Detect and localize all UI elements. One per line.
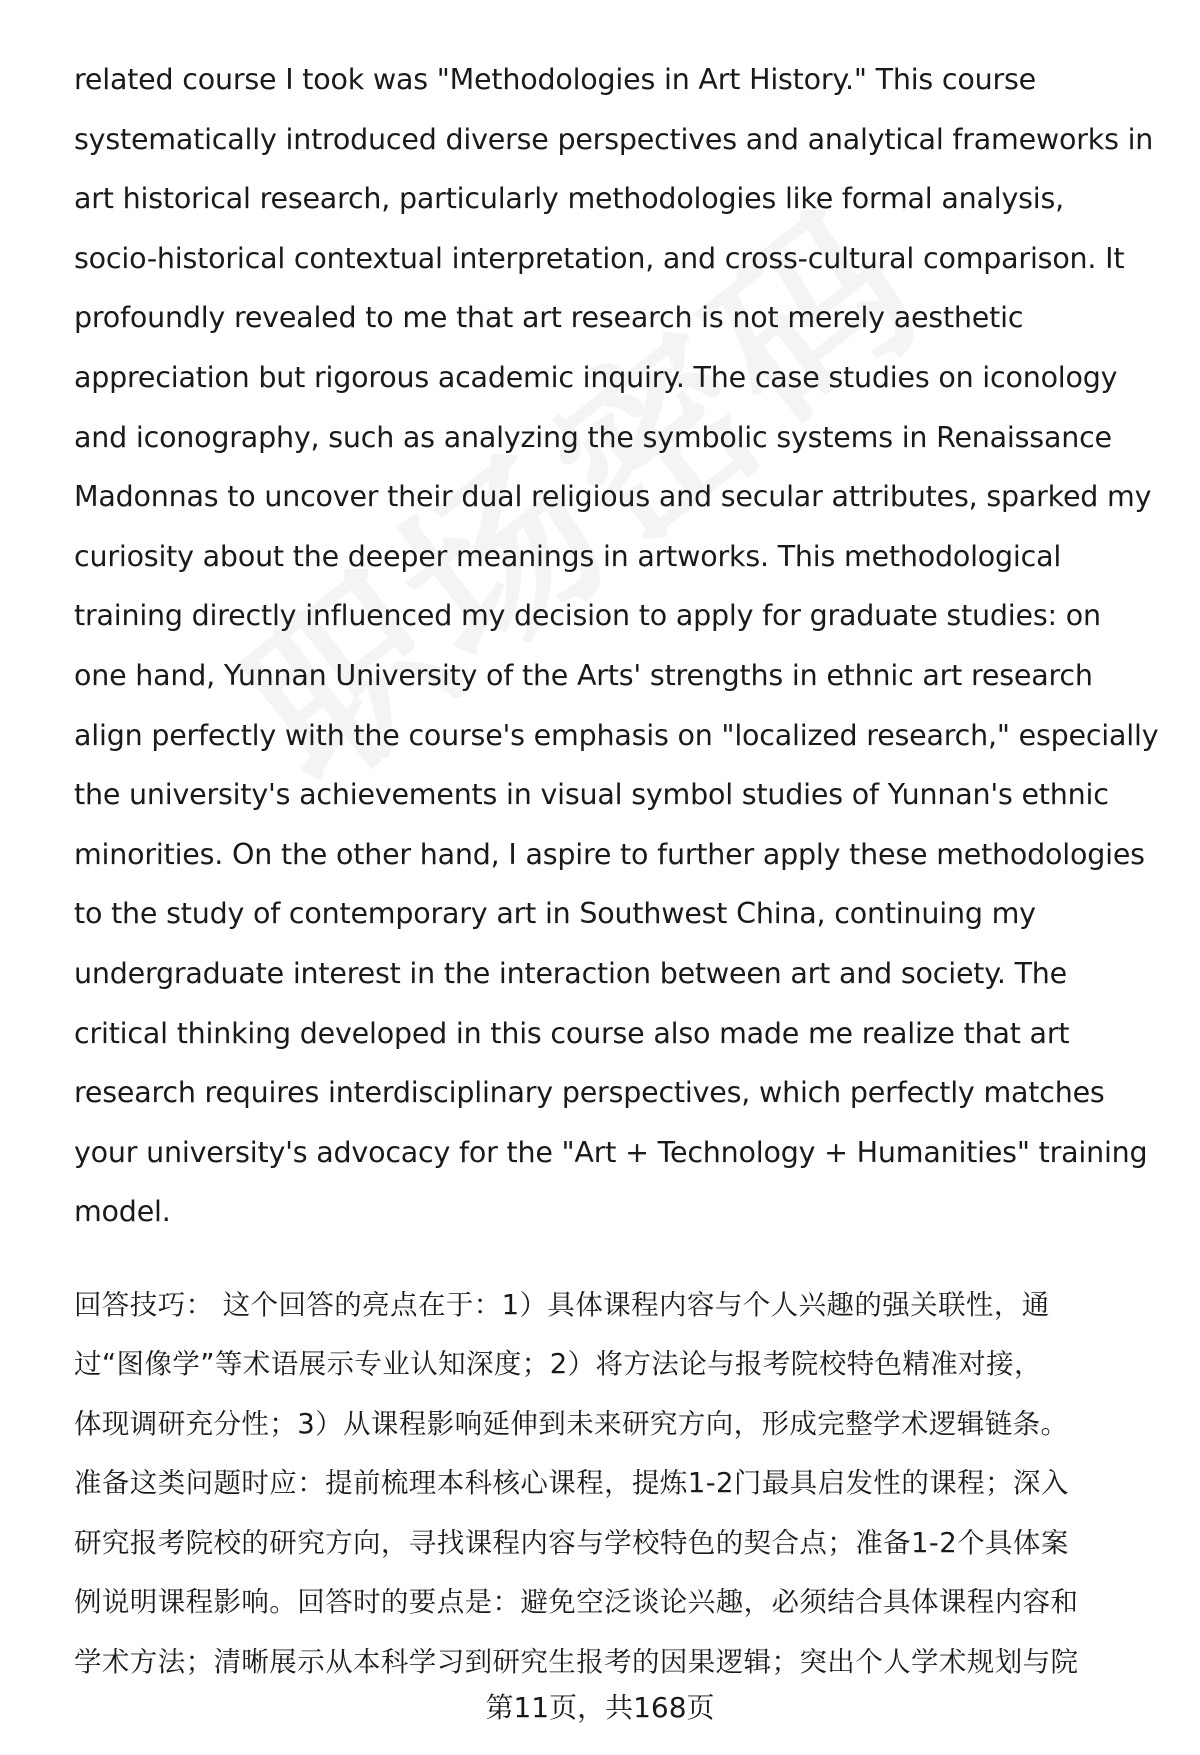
tips-paragraph — [74, 1276, 1164, 1693]
tips-line: 回答技巧： 这个回答的亮点在于：1）具体课程内容与个人兴趣的强关联性，通 — [74, 1288, 1050, 1321]
answer-line: related course I took was "Methodologies in Art History." This course — [74, 63, 1037, 96]
answer-line: curiosity about the deeper meanings in artworks. This methodological — [74, 539, 1062, 573]
tips-line: 准备这类问题时应：提前梳理本科核心课程，提炼1-2门最具启发性的课程；深入 — [74, 1467, 1069, 1500]
answer-line: research requires interdisciplinary perspectives, which perfectly matches — [74, 1076, 1105, 1110]
answer-line: the university's achievements in visual symbol studies of Yunnan's ethnic — [74, 778, 1109, 812]
answer-line: model. — [74, 1195, 171, 1229]
answer-line: appreciation but rigorous academic inquiry. The case studies on iconology — [74, 360, 1118, 394]
answer-line: profoundly revealed to me that art research is not merely aesthetic — [74, 301, 1024, 335]
answer-line: training directly influenced my decision to apply for graduate studies: on — [74, 599, 1101, 633]
tips-line: 过“图像学”等术语展示专业认知深度；2）将方法论与报考院校特色精准对接， — [74, 1348, 1042, 1381]
tips-line: 学术方法；清晰展示从本科学习到研究生报考的因果逻辑；突出个人学术规划与院 — [74, 1645, 1079, 1678]
answer-line: and iconography, such as analyzing the symbolic systems in Renaissance — [74, 420, 1112, 454]
tips-line: 体现调研充分性；3）从课程影响延伸到未来研究方向，形成完整学术逻辑链条。 — [74, 1407, 1069, 1440]
answer-line: undergraduate interest in the interaction between art and society. The — [74, 956, 1067, 990]
answer-line: your university's advocacy for the "Art + Technology + Humanities" training — [74, 1135, 1148, 1169]
answer-line: art historical research, particularly methodologies like formal analysis, — [74, 182, 1065, 216]
tips-line: 例说明课程影响。回答时的要点是：避免空泛谈论兴趣，必须结合具体课程内容和 — [74, 1586, 1079, 1619]
page-content — [74, 50, 1164, 1692]
answer-line: critical thinking developed in this course also made me realize that art — [74, 1016, 1070, 1050]
answer-line: Madonnas to uncover their dual religious and secular attributes, sparked my — [74, 480, 1152, 514]
answer-line: systematically introduced diverse perspectives and analytical frameworks in — [74, 122, 1154, 156]
answer-line: one hand, Yunnan University of the Arts' strengths in ethnic art research — [74, 658, 1093, 692]
answer-line: to the study of contemporary art in Southwest China, continuing my — [74, 897, 1036, 931]
answer-line: align perfectly with the course's emphasis on "localized research," especially — [74, 718, 1159, 752]
answer-line: socio-historical contextual interpretation, and cross-cultural comparison. It — [74, 241, 1125, 275]
page-number: 第11页，共168页 — [485, 1691, 715, 1724]
tips-line: 研究报考院校的研究方向，寻找课程内容与学校特色的契合点；准备1-2个具体案 — [74, 1526, 1069, 1559]
answer-line: minorities. On the other hand, I aspire to further apply these methodologies — [74, 837, 1145, 871]
answer-paragraph — [74, 50, 1164, 1242]
